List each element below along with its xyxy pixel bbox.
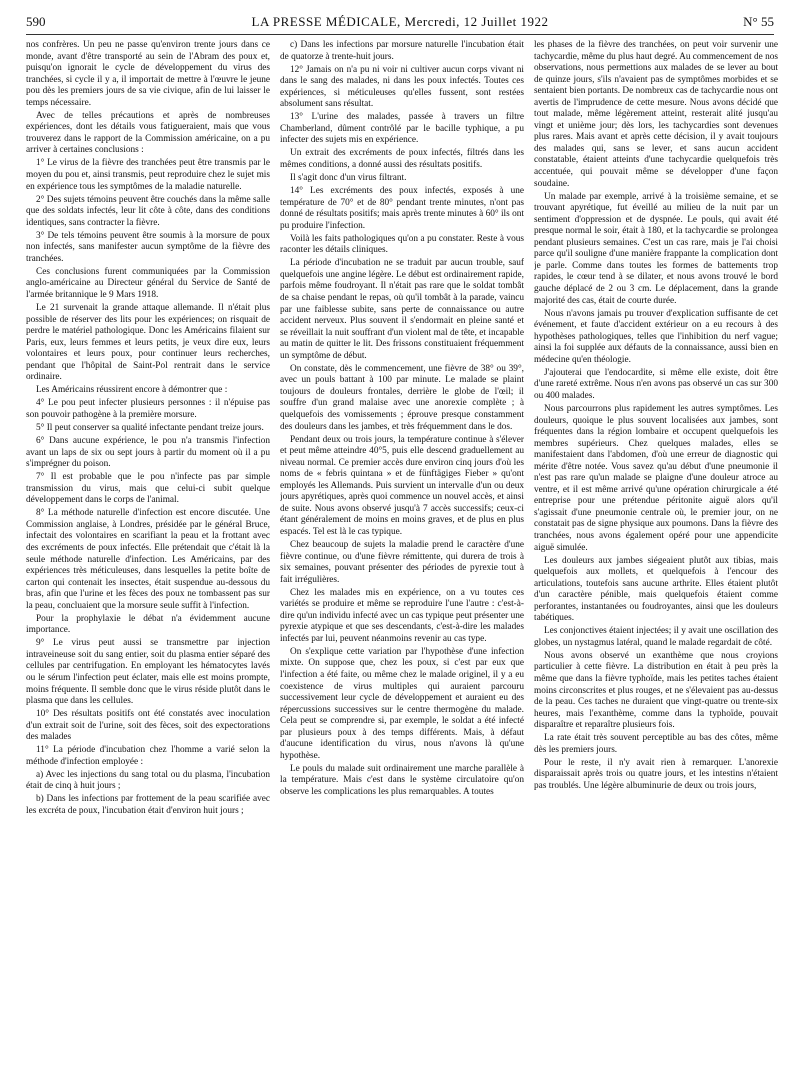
paragraph: Pour le reste, il n'y avait rien à remarquer. L'anorexie disparaissait après trois ou quatre jours, et les intestins n'étaient pas troublés. Une légère albuminurie de deux ou trois jours, — [534, 757, 778, 791]
header-rule — [26, 34, 774, 35]
article-body — [26, 40, 778, 1076]
paragraph: Avec de telles précautions et après de nombreuses expériences, dont les détails vous fatigueraient, mais que vous trouverez dans le rapport de la Commission américaine, on a pu arriver à certaines conclusions : — [26, 110, 270, 156]
paragraph: Le 21 survenait la grande attaque allemande. Il n'était plus possible de réserver des lits pour les expériences; on risquait de perdre le matériel pathologique. Donc les Américains filaient sur Paris, eux, leurs femmes et leurs petits, je veux dire eux, leurs volontaires et leurs poux, pour continuer leurs recherches, pendant que l'hôpital de Saint-Pol rentrait dans le service ordinaire. — [26, 303, 270, 383]
paragraph: 7° Il est probable que le pou n'infecte pas par simple transmission du virus, mais que celui-ci subit quelque développement dans le corps de l'animal. — [26, 472, 270, 506]
issue-number: N° 55 — [743, 14, 774, 29]
paragraph: Un malade par exemple, arrivé à la troisième semaine, et se trouvant apyrétique, fut éveillé au milieu de la nuit par un sentiment d'oppression et de dyspnée. Le pouls, qui avait été presque normal le soir, était à 180, et la tachycardie se prolongea pendant plusieurs semaines. C'est un cas rare, mais je l'ai choisi parce qu'il souligne d'une manière frappante la complication dont je parle. Comme dans toutes les formes de battements trop rapides, le cœur tend à se dilater, et nous avons trouvé le bord gauche déplacé de 2 ou 3 cm. Le déplacement, dans la grande majorité des cas, était de courte durée. — [534, 191, 778, 306]
paragraph: Les Américains réussirent encore à démontrer que : — [36, 385, 228, 396]
paragraph: les phases de la fièvre des tranchées, on peut voir survenir une tachycardie, même du plus haut degré. Au commencement de nos observations, nous permettions aux malades de se lever au bout de quinze jours, s'ils n'avaient pas de symptômes morbides et se sentaient bien portants. De nombreux cas de tachycardie nous ont avertis de l'imprudence de cette mesure. Nous avons décidé que tout malade, même légèrement atteint, resterait alité jusqu'au vingt et unième jour; dès lors, les tachycardies sont devenues plus rares. Mais avant et après cette décision, il y avait toujours des malades qui, sans se lever, et sans aucun accident constatable, étaient atteints d'une tachycardie quelquefois très accentuée, qui pouvait même se développer d'une façon soudaine. — [534, 40, 778, 189]
paragraph: c) Dans les infections par morsure naturelle l'incubation était de quatorze à trente-huit jours. — [280, 40, 524, 62]
paragraph: La période d'incubation ne se traduit par aucun trouble, sauf quelquefois une angine légère. Le début est ordinairement rapide, parfois même foudroyant. Il n'était pas rare que le soldat tombât de sa chaise pendant le repas, où qu'il tombât à la parade, vaincu par une faiblesse subite, sans perte de connaissance ou autre accident nerveux. Plus souvent il s'endormait en pleine santé et se réveillait la nuit souffrant d'un violent mal de tête, et incapable au matin de quitter le lit. Des frissons constituaient fréquemment un symptôme de début. — [280, 258, 524, 361]
paragraph: Voilà les faits pathologiques qu'on a pu constater. Reste à vous raconter les détails cliniques. — [280, 233, 524, 256]
paragraph: 4° Le pou peut infecter plusieurs personnes : il n'épuise pas son pouvoir pathogène à la première morsure. — [26, 398, 270, 420]
paragraph: Ces conclusions furent communiquées par la Commission anglo-américaine au Directeur général du Service de Santé de l'armée britannique le 9 Mars 1918. — [26, 266, 270, 300]
page-number: 590 — [26, 14, 46, 29]
paragraph: 14° Les excréments des poux infectés, exposés à une température de 70° et de 80° pendant trente minutes, n'ont pas donné de résultats positifs; mais après trente minutes à 60° ils ont pu produire l'infection. — [280, 186, 524, 231]
paragraph: J'ajouterai que l'endocardite, si même elle existe, doit être d'une rareté extrême. Nous n'en avons pas observé un cas sur 300 ou 400 malades. — [534, 367, 778, 401]
paragraph: Pour la prophylaxie le débat n'a évidemment aucune importance. — [26, 613, 270, 636]
paragraph: Le pouls du malade suit ordinairement une marche parallèle à la température. Mais c'est dans le système circulatoire qu'on observe les complications les plus remarquables. A toutes — [280, 763, 524, 797]
paragraph: Chez les malades mis en expérience, on a vu toutes ces variétés se produire et même se reproduire l'une l'autre : c'est-à-dire qu'un individu infecté avec un cas typique peut présenter une pyrexie atypique et que ses descendants, c'est-à-dire les malades infectés par lui, peuvent néanmoins revenir au cas type. — [280, 587, 524, 644]
paragraph: Il s'agit donc d'un virus filtrant. — [290, 173, 407, 184]
paragraph: 6° Dans aucune expérience, le pou n'a transmis l'infection avant un laps de six ou sept jours à partir du moment où il a pu s'imprégner du poison. — [26, 436, 270, 470]
paragraph: 5° Il peut conserver sa qualité infectante pendant treize jours. — [36, 423, 264, 433]
paragraph: a) Avec les injections du sang total ou du plasma, l'incubation était de cinq à huit jours ; — [26, 769, 270, 792]
paragraph: Pendant deux ou trois jours, la température continue à s'élever et peut même atteindre 40°5, puis elle descend graduellement au niveau normal. Ce premier accès dure environ cinq jours d'où les noms de « febris quintana » et de fünftägiges Fieber » qu'ont employés les Allemands. Puis survient un intervalle d'un ou deux jours apyrétiques, après quoi commence un nouvel accès, et ainsi de suite. Nous avons observé jusqu'à 7 accès successifs; ceux-ci étant généralement de moins en moins graves, et de plus en plus espacés. Tel est là le cas typique. — [280, 434, 524, 537]
paragraph: Les douleurs aux jambes siégeaient plutôt aux tibias, mais quelquefois aux mollets, et quelquefois à l'encour des articulations, toutefois sans aucune arthrite. Elles étaient plutôt d'un caractère pénible, mais quelquefois étaient comme perforantes, instantanées ou foudroyantes, ainsi que les douleurs tabétiques. — [534, 555, 778, 624]
paragraph: Les conjonctives étaient injectées; il y avait une oscillation des globes, un nystagmus latéral, quand le malade regardait de côté. — [534, 626, 778, 648]
paragraph: Nous n'avons jamais pu trouver d'explication suffisante de cet événement, et faute d'accident extérieur on a eu recours à des hypothèses pathologiques, telles que l'inhibition du nerf vague; ainsi la foi supplée aux défauts de la connaissance, aussi bien en médecine qu'en théologie. — [534, 308, 778, 365]
paragraph: Chez beaucoup de sujets la maladie prend le caractère d'une fièvre continue, ou d'une fièvre rémittente, qui durera de trois à six semaines, pouvant présenter des périodes de pyrexie tout à fait irrégulières. — [280, 539, 524, 585]
page-header — [26, 14, 774, 34]
paragraph: La rate était très souvent perceptible au bas des côtes, même dès les premiers jours. — [534, 733, 778, 755]
paragraph: nos confrères. Un peu ne passe qu'environ trente jours dans ce monde, avant d'être transporté au sein de l'Abram des poux et, puisqu'on ignorait le cycle de développement du virus des tranchées, si cycle il y a, il importait de mettre à l'œuvre le jeune pou dès les premiers jours de sa vie civique, afin de lui laisser le temps nécessaire. — [26, 40, 270, 108]
paragraph: On constate, dès le commencement, une fièvre de 38° ou 39°, avec un pouls battant à 100 par minute. Le malade se plaint toujours de douleurs frontales, derrière le globe de l'œil; il souffre d'un grand malaise avec une anorexie complète ; à quelquefois des vomissements ; éprouve presque constamment des douleurs dans les jambes, et très fréquemment dans le dos. — [280, 363, 524, 432]
text-column-3 — [534, 40, 778, 1076]
paragraph: b) Dans les infections par frottement de la peau scarifiée avec les excréta de poux, l'incubation était d'environ huit jours ; — [26, 794, 270, 816]
paragraph: On s'explique cette variation par l'hypothèse d'une infection mixte. On suppose que, chez les poux, si c'est par eux que l'infection a été faite, ou même chez le malade originel, il y a eu coexistence de virus multiples qui auraient parcouru successivement leur cycle de développement et auraient eu des répercussions successives sur le centre thermogène du malade. Cela peut se comprendre si, par exemple, le soldat a été infecté par plusieurs poux à des temps différents. Mais, à défaut d'aucune identification du virus, nous n'avons là qu'une hypothèse. — [280, 646, 524, 761]
text-column-1 — [26, 40, 270, 1076]
journal-title: LA PRESSE MÉDICALE, Mercredi, 12 Juillet 1922 — [251, 14, 549, 29]
paragraph: 9° Le virus peut aussi se transmettre par injection intraveineuse soit du sang entier, soit du plasma entier séparé des cellules par centrifugation. En employant les hématocytes lavés ou le sérum l'infection peut éclater, mais elle est moins prompte, moins fréquente. Il semble donc que le virus réside plutôt dans le plasma que dans les cellules. — [26, 638, 270, 707]
paragraph: Nous avons observé un exanthème que nous croyions particulier à cette fièvre. La distribution en était à peu près la même que dans la fièvre typhoïde, mais les petites taches étaient moins circonscrites et plus rouges, et ne s'élevaient pas au-dessus de la peau. Ces taches ne duraient que vingt-quatre ou trente-six heures, mais l'exanthème, comme dans la typhoïde, pouvait disparaître et reparaître plusieurs fois. — [534, 650, 778, 731]
paragraph: 12° Jamais on n'a pu ni voir ni cultiver aucun corps vivant ni dans le sang des malades, ni dans les poux infectés. Toutes ces expériences, si méticuleuses qu'elles fussent, sont restées absolument sans résultat. — [280, 64, 524, 110]
paragraph: 10° Des résultats positifs ont été constatés avec inoculation d'un extrait soit de l'urine, soit des fèces, soit des expectorations des malades — [26, 709, 270, 743]
paragraph: 3° De tels témoins peuvent être soumis à la morsure de poux non infectés, sans manifester aucun symptôme de la fièvre des tranchées. — [26, 230, 270, 264]
paragraph: 8° La méthode naturelle d'infection est encore discutée. Une Commission anglaise, à Londres, présidée par le général Bruce, infectait des volontaires en scarifiant la peau et la frottant avec des excréments de poux infectés. Elle prétendait que c'était là la seule méthode naturelle d'infection. Les Américains, par des expériences très méticuleuses, dans lesquelles la petite boîte de carton qui contenait les insectes, était suspendue au-dessous du bras, afin que l'urine et les fèces des poux ne tombassent pas sur la peau, concluaient que la morsure seule suffit à l'infection. — [26, 508, 270, 611]
paragraph: 11° La période d'incubation chez l'homme a varié selon la méthode d'infection employée : — [26, 745, 270, 767]
text-column-2 — [280, 40, 524, 1076]
paragraph: 1° Le virus de la fièvre des tranchées peut être transmis par le moyen du pou et, ainsi transmis, peut reproduire chez le sujet mis en expérience tous les symptômes de la maladie naturelle. — [26, 158, 270, 192]
paragraph: Un extrait des excréments de poux infectés, filtrés dans les mêmes conditions, a donné aussi des résultats positifs. — [280, 148, 524, 170]
paragraph: Nous parcourrons plus rapidement les autres symptômes. Les douleurs, quoique le plus souvent localisées aux jambes, sont fréquentes dans la région lombaire et occupent quelquefois les membres supérieurs. Chez quelques malades, elles se manifestaient dans l'abdomen, d'où une erreur de diagnostic qui mérite d'être notée. Vous savez qu'au début d'une pneumonie il n'est pas rare qu'un malade se plaigne d'une douleur atroce au ventre, et il est même arrivé qu'une opération chirurgicale a été entreprise pour une prétendue péritonite aiguë alors qu'il s'agissait d'une pneumonie centrale où, le premier jour, on ne constatait pas de signe physique aux poumons. Dans la fièvre des tranchées, nous avons également opéré pour une appendicite aiguë simulée. — [534, 403, 778, 553]
paragraph: 2° Des sujets témoins peuvent être couchés dans la même salle que des soldats infectés, leur lit côte à côte, dans des conditions identiques, sans contracter la fièvre. — [26, 194, 270, 228]
paragraph: 13° L'urine des malades, passée à travers un filtre Chamberland, dûment contrôlé par le bacille typhique, a pu infecter des sujets mis en expérience. — [280, 112, 524, 146]
